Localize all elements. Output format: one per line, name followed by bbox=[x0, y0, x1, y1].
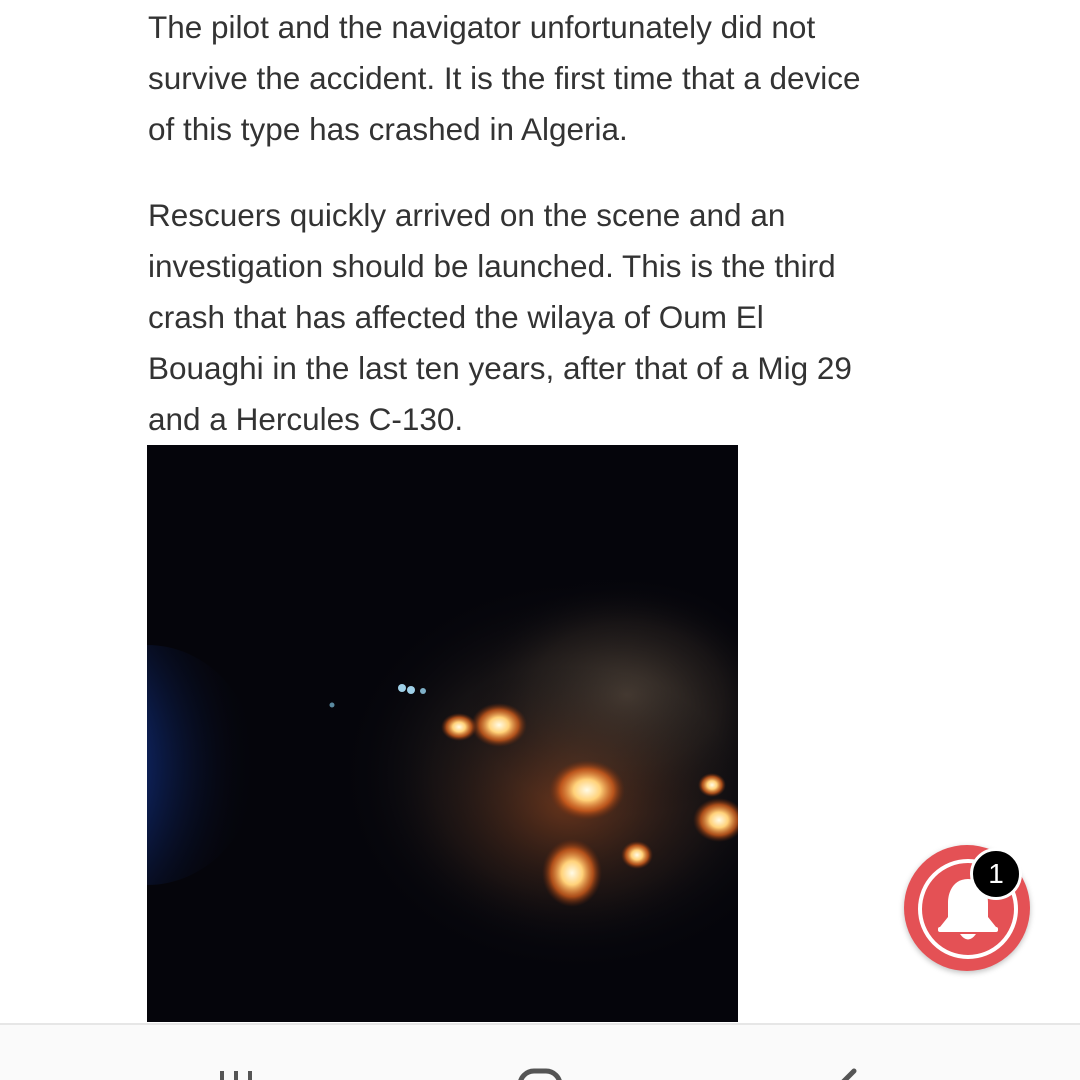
recents-icon bbox=[210, 1065, 270, 1080]
home-icon bbox=[510, 1065, 570, 1080]
back-icon bbox=[814, 1065, 874, 1080]
article-paragraph: Rescuers quickly arrived on the scene and an investigation should be launched. This is the third crash that has affected the wilaya of Oum El Bouaghi in the last ten years, after that of a Mig 29 and a Hercules C-130. bbox=[148, 197, 852, 437]
back-button[interactable] bbox=[814, 1065, 874, 1080]
article-paragraph: The pilot and the navigator unfortunately did not survive the accident. It is the first time that a device of this type has crashed in Algeria. bbox=[148, 9, 861, 147]
night-fire-photo bbox=[147, 445, 738, 1022]
android-navigation-bar bbox=[0, 1023, 1080, 1080]
recents-button[interactable] bbox=[210, 1065, 270, 1080]
notification-badge: 1 bbox=[970, 848, 1022, 900]
notification-bell[interactable] bbox=[904, 845, 1030, 971]
home-button[interactable] bbox=[510, 1065, 570, 1080]
article-photo bbox=[147, 445, 738, 1022]
